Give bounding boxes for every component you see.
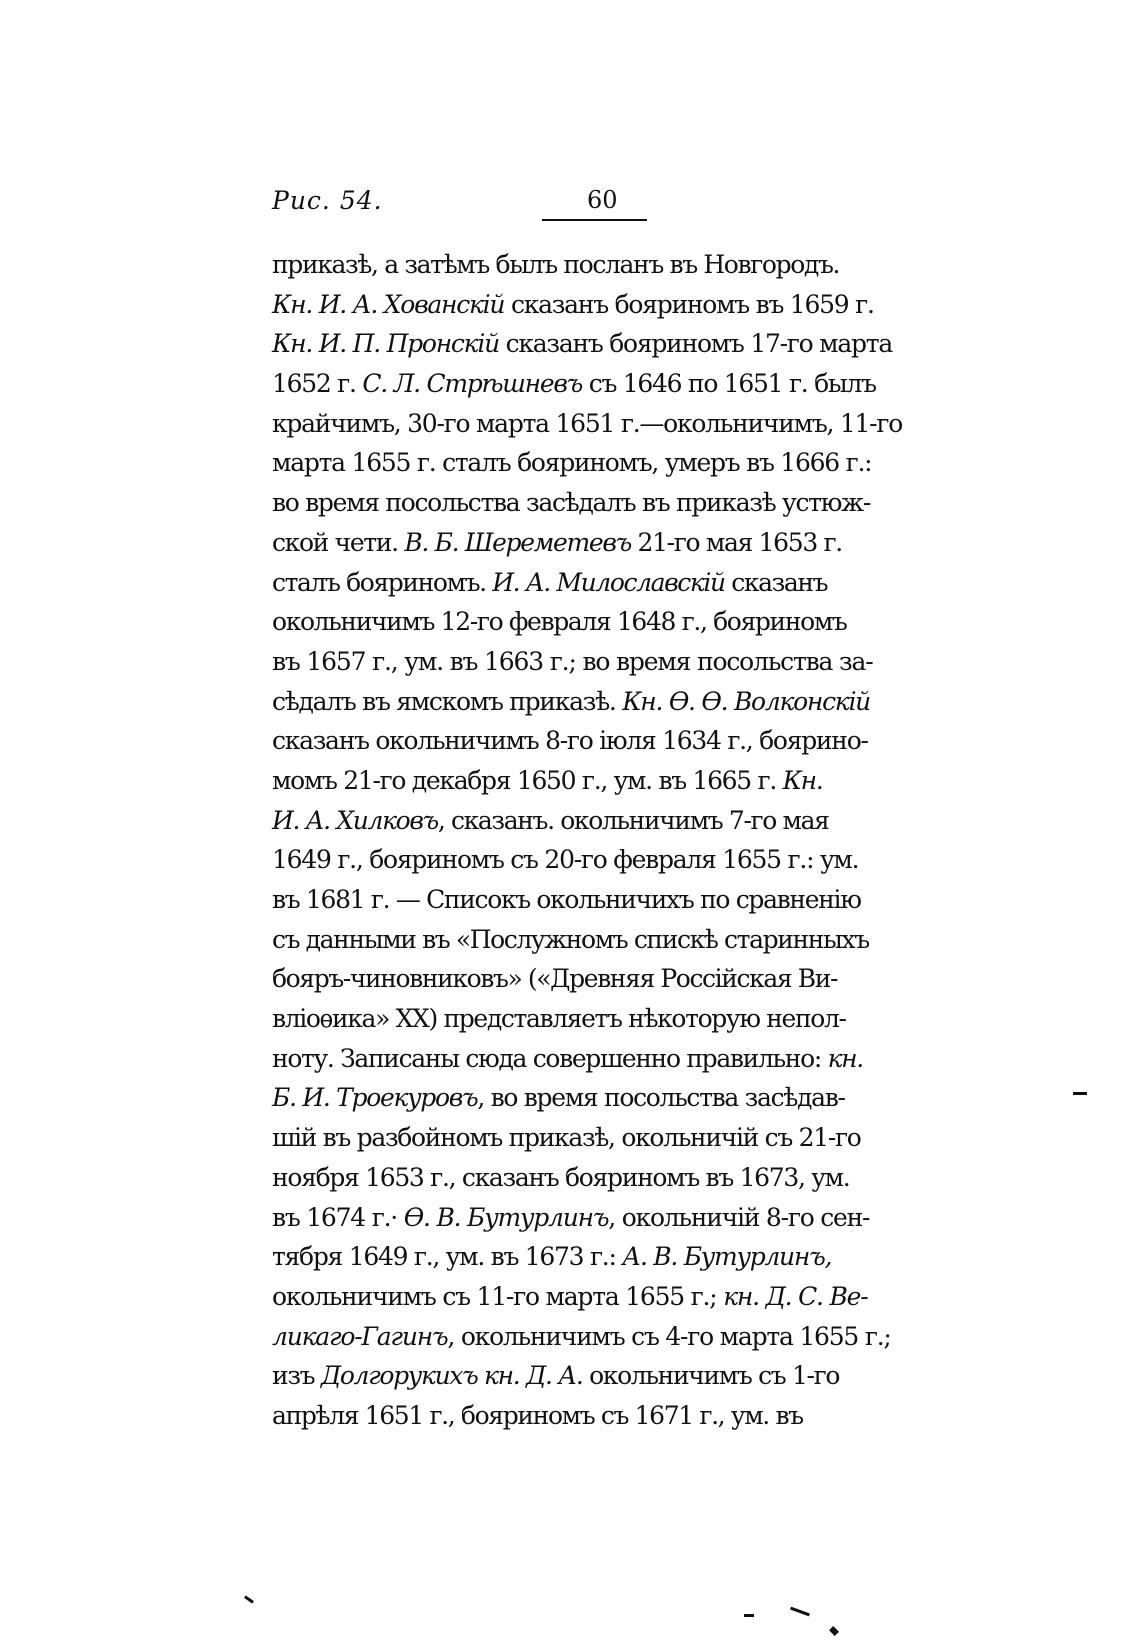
italic-name-segment: Кн. И. П. Пронскій xyxy=(272,329,499,359)
italic-name-segment: Ѳ. В. Бутурлинъ xyxy=(403,1202,609,1232)
text-line xyxy=(272,642,972,682)
text-line xyxy=(272,523,972,563)
text-line xyxy=(272,1078,972,1118)
text-segment: , окольничій 8-го сен- xyxy=(608,1202,870,1232)
text-segment: ноября 1653 г., сказанъ бояриномъ въ 1673, ум. xyxy=(272,1162,850,1192)
text-line xyxy=(272,999,972,1039)
italic-name-segment: А. В. Бутурлинъ, xyxy=(622,1242,832,1272)
scan-speck xyxy=(244,1595,254,1603)
italic-name-segment: И. А. Хилковъ xyxy=(272,805,438,835)
text-segment: приказѣ, а затѣмъ былъ посланъ въ Новгородъ. xyxy=(272,250,840,279)
text-segment: во время посольства засѣдалъ въ приказѣ устюж- xyxy=(272,488,870,518)
text-line xyxy=(272,1198,972,1238)
text-line xyxy=(272,1039,972,1079)
text-segment: въ 1674 г.· xyxy=(272,1202,404,1232)
text-segment: шій въ разбойномъ приказѣ, окольничій съ 21-го xyxy=(272,1123,861,1153)
text-segment: изъ xyxy=(272,1361,321,1391)
text-line xyxy=(272,1277,972,1317)
text-segment: съ 1646 по 1651 г. былъ xyxy=(582,369,876,399)
text-line xyxy=(272,563,972,603)
text-line xyxy=(272,840,972,880)
text-line xyxy=(272,959,972,999)
text-line xyxy=(272,721,972,761)
scan-speck xyxy=(744,1614,754,1617)
text-segment: 1652 г. xyxy=(272,369,363,399)
text-line xyxy=(272,1317,972,1357)
italic-name-segment: Кн. xyxy=(782,765,823,795)
text-line xyxy=(272,880,972,920)
italic-name-segment: кн. xyxy=(827,1043,863,1073)
italic-name-segment: Б. И. Троекуровъ xyxy=(272,1083,478,1113)
text-line xyxy=(272,761,972,801)
text-segment: момъ 21-го декабря 1650 г., ум. въ 1665 г. xyxy=(272,765,783,795)
text-line xyxy=(272,920,972,960)
text-segment: сѣдалъ въ ямскомъ приказѣ. xyxy=(272,686,623,716)
text-line xyxy=(272,404,972,444)
text-segment: марта 1655 г. сталъ бояриномъ, умеръ въ 1666 г.: xyxy=(272,448,872,478)
text-segment: окольничимъ 12-го февраля 1648 г., бояриномъ xyxy=(272,607,847,637)
scan-speck xyxy=(790,1607,810,1617)
text-line xyxy=(272,443,972,483)
page-header xyxy=(272,186,672,226)
figure-label: Рис. 54. xyxy=(272,186,383,215)
text-segment: сказанъ бояриномъ 17-го марта xyxy=(498,329,892,359)
text-segment: ноту. Записаны сюда совершенно правильно: xyxy=(272,1043,828,1073)
italic-name-segment: Долгорукихъ кн. Д. А. xyxy=(320,1361,583,1391)
text-segment: бояръ-чиновниковъ» («Древняя Россійская Ви- xyxy=(272,964,838,994)
text-segment: сказанъ бояриномъ въ 1659 г. xyxy=(504,289,874,319)
text-line xyxy=(272,1118,972,1158)
text-segment: , окольничимъ съ 4-го марта 1655 г.; xyxy=(447,1321,891,1351)
italic-name-segment: Кн. Ѳ. Ѳ. Волконскій xyxy=(622,686,871,716)
text-segment: , сказанъ. окольничимъ 7-го мая xyxy=(437,805,829,835)
italic-name-segment: ликаго-Гагинъ xyxy=(272,1321,448,1351)
scan-speck xyxy=(1073,1092,1087,1095)
text-line xyxy=(272,245,972,285)
text-line xyxy=(272,1396,972,1436)
text-segment: въ 1657 г., ум. въ 1663 г.; во время посольства за- xyxy=(272,646,873,676)
header-rule xyxy=(542,219,647,221)
text-segment: съ данными въ «Послужномъ спискѣ старинныхъ xyxy=(272,924,869,954)
italic-name-segment: Кн. И. А. Хованскій xyxy=(272,289,505,319)
text-segment: ской чети. xyxy=(272,527,405,557)
text-line xyxy=(272,1158,972,1198)
text-segment: сталъ бояриномъ. xyxy=(272,567,493,597)
scan-speck xyxy=(829,1626,839,1636)
text-line xyxy=(272,285,972,325)
text-segment: тября 1649 г., ум. въ 1673 г.: xyxy=(272,1242,623,1272)
body-text xyxy=(272,245,972,1436)
text-segment: вліоѳика» XX) представляетъ нѣкоторую непол- xyxy=(272,1004,846,1034)
text-segment: сказанъ xyxy=(724,567,828,597)
italic-name-segment: В. Б. Шереметевъ xyxy=(404,527,631,557)
text-segment: сказанъ окольничимъ 8-го іюля 1634 г., боярино- xyxy=(272,726,868,756)
text-segment: въ 1681 г. — Списокъ окольничихъ по сравненію xyxy=(272,885,861,914)
text-segment: апрѣля 1651 г., бояриномъ съ 1671 г., ум. въ xyxy=(272,1400,803,1430)
text-segment: 1649 г., бояриномъ съ 20-го февраля 1655 г.: ум. xyxy=(272,845,859,875)
page-number: 60 xyxy=(587,186,618,214)
text-segment: окольничимъ съ 1-го xyxy=(582,1361,840,1391)
text-line xyxy=(272,1356,972,1396)
text-segment: окольничимъ съ 11-го марта 1655 г.; xyxy=(272,1281,724,1311)
text-segment: 21-го мая 1653 г. xyxy=(630,527,842,557)
italic-name-segment: кн. Д. С. Ве- xyxy=(723,1281,868,1311)
text-line xyxy=(272,682,972,722)
text-line xyxy=(272,364,972,404)
text-line xyxy=(272,1237,972,1277)
text-line xyxy=(272,602,972,642)
italic-name-segment: С. Л. Стрѣшневъ xyxy=(362,369,583,399)
text-line xyxy=(272,324,972,364)
italic-name-segment: И. А. Милославскій xyxy=(492,567,725,597)
text-segment: , во время посольства засѣдав- xyxy=(477,1083,845,1113)
text-segment: крайчимъ, 30-го марта 1651 г.—окольничимъ, 11-го xyxy=(272,408,903,438)
text-line xyxy=(272,801,972,841)
text-line xyxy=(272,483,972,523)
